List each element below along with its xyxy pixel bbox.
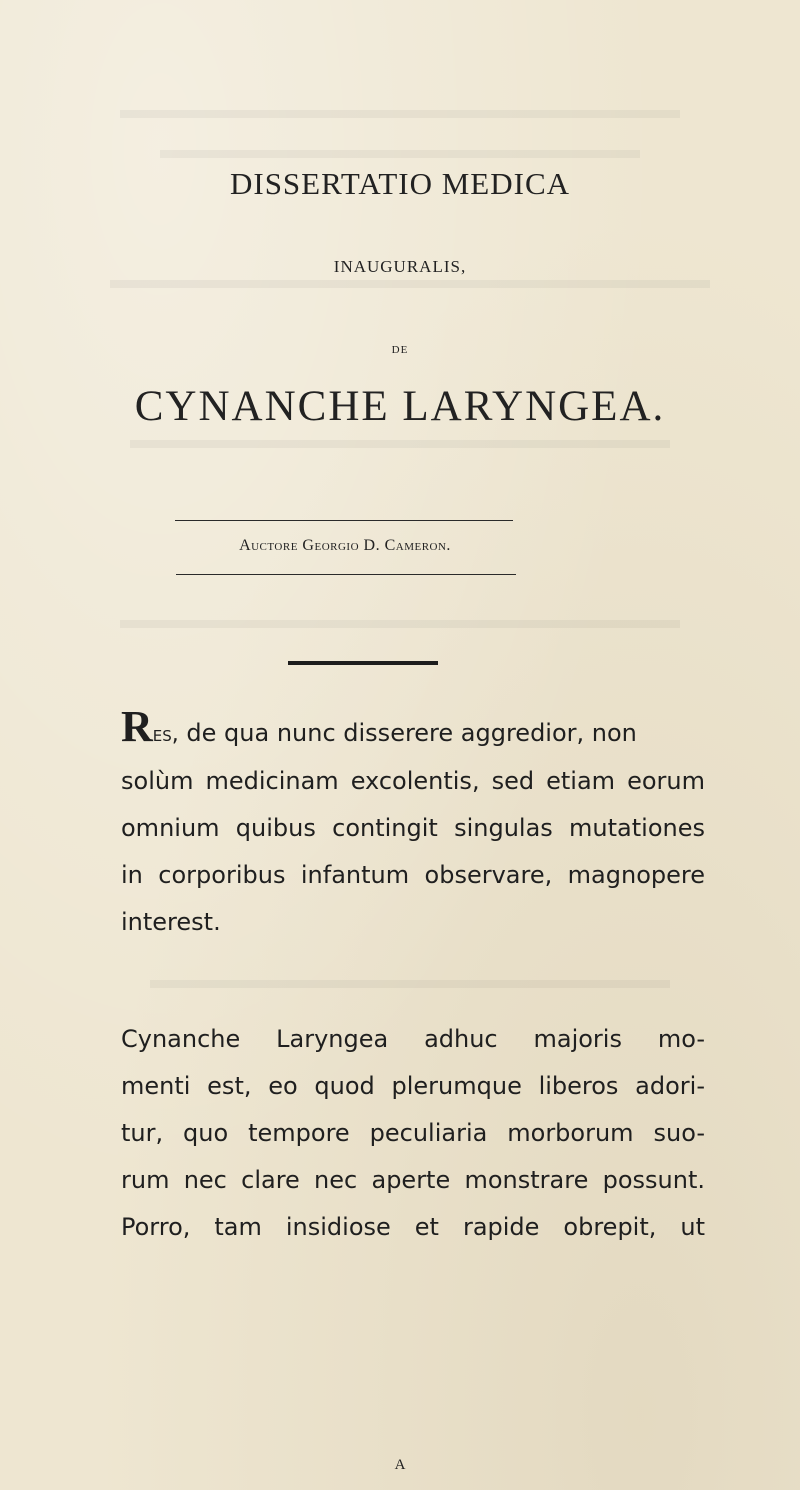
paragraph-1-line-5: interest. [121,908,221,936]
divider-rule-bottom [176,574,516,575]
paragraph-1-line-4: in corporibus infantum observare, magnopere [121,861,705,889]
paragraph-1-line-2: solùm medicinam excolentis, sed etiam eorum [121,767,705,795]
paragraph-1 [121,702,705,946]
paragraph-2-line-2: menti est, eo quod plerumque liberos adori- [121,1072,705,1100]
paragraph-2 [121,1016,705,1251]
dissertation-subtitle: INAUGURALIS, [333,257,467,276]
dissertation-title: DISSERTATIO MEDICA [229,166,571,201]
paragraph-2-line-4: rum nec clare nec aperte monstrare possunt. [121,1166,705,1194]
paragraph-2-line-3: tur, quo tempore peculiaria morborum suo- [121,1119,705,1147]
paragraph-2-line-1: Cynanche Laryngea adhuc majoris mo- [121,1025,705,1053]
first-word-rest: es, [152,722,179,747]
line-text: de qua nunc disserere aggredior, non [178,719,637,747]
paragraph-1-line-1 [121,702,705,758]
paragraph-2-line-5: Porro, tam insidiose et rapide obrepit, ut [121,1213,705,1241]
drop-cap: R [121,702,153,751]
author-line: Auctore Georgio D. Cameron. [239,537,451,554]
signature-mark: A [394,1457,406,1473]
paragraph-1-line-3: omnium quibus contingit singulas mutationes [121,814,705,842]
ornamental-rule [288,661,438,665]
divider-rule-top [175,520,513,521]
dissertation-topic: CYNANCHE LARYNGEA. [134,383,666,430]
title-preposition: DE [391,344,409,356]
